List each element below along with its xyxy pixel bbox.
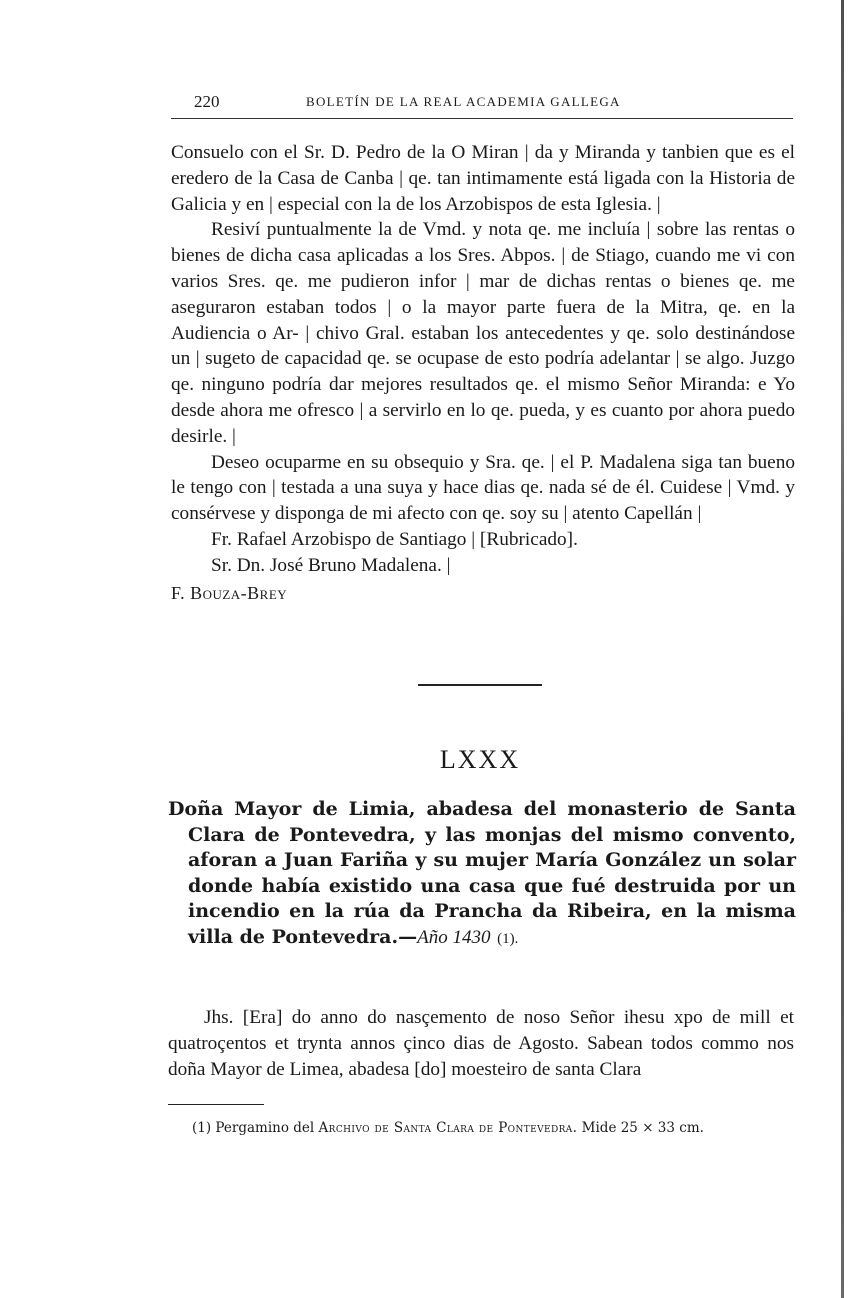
document-text bbox=[168, 1005, 794, 1083]
page-number: 220 bbox=[194, 92, 220, 111]
footnote-source: Archivo de Santa Clara de Pontevedra. bbox=[318, 1120, 578, 1136]
document-paragraph: Jhs. [Era] do anno do nasçemento de noso Señor ihesu xpo de mill et quatroçentos et trynta annos çinco dias de Agosto. Sabean todos commo nos doña Mayor de Limea, abadesa [do] moesteiro de santa Clara bbox=[168, 1007, 794, 1080]
section-separator bbox=[418, 684, 542, 686]
document-title bbox=[168, 797, 796, 952]
document-number: LXXX bbox=[439, 745, 521, 774]
footnote-mark: (1). bbox=[497, 930, 519, 947]
running-title: BOLETÍN DE LA REAL ACADEMIA GALLEGA bbox=[306, 94, 621, 109]
letter-signature: Fr. Rafael Arzobispo de Santiago | [Rubricado]. bbox=[211, 528, 578, 550]
letter-text bbox=[171, 140, 795, 606]
letter-paragraph-1: Consuelo con el Sr. D. Pedro de la O Miran | da y Miranda y tanbien que es el eredero de la Casa de Canba | qe. tan intimamente está ligada con la Historia de Galicia y en | especial con la de los Arzobispos de esta Iglesia. | bbox=[171, 142, 795, 215]
letter-paragraph-3: Deseo ocuparme en su obsequio y Sra. qe. | el P. Madalena siga tan bueno le tengo con | testada a una suya y hace dias qe. nada sé de él. Cuidese | Vmd. y consérvese y disponga de mi afecto con qe. soy su | atento Capellán | bbox=[171, 451, 795, 525]
header-rule bbox=[171, 118, 793, 119]
page-edge-shadow bbox=[841, 0, 844, 1298]
document-title-block bbox=[168, 797, 796, 952]
letter-addressee: Sr. Dn. José Bruno Madalena. | bbox=[211, 554, 451, 576]
document-title-text: Doña Mayor de Limia, abadesa del monasterio de Santa Clara de Pontevedra, y las monjas del mismo convento, aforan a Juan Fariña y su mujer María González un solar donde había existido una casa que fué destruida por un incendio en la rúa da Prancha da Ribeira, en la misma villa de Pontevedra.— bbox=[168, 798, 796, 948]
footnote-text-2: Mide 25 × 33 cm. bbox=[581, 1120, 704, 1136]
article-author: F. Bouza-Brey bbox=[171, 582, 288, 603]
footnote-rule bbox=[168, 1104, 264, 1105]
footnote bbox=[168, 1118, 794, 1138]
footnote-text-1: (1) Pergamino del bbox=[192, 1120, 315, 1136]
document-year: Año 1430 bbox=[417, 926, 491, 948]
letter-paragraph-2: Resiví puntualmente la de Vmd. y nota qe. me incluía | sobre las rentas o bienes de dicha casa aplicadas a los Sres. Abpos. | de Stiago, cuando me vi con varios Sres. qe. me pudieron infor | mar de dichas rentas o bienes qe. me aseguraron estaban todos | o la mayor parte fuera de la Mitra, qe. en la Audiencia o Ar- | chivo Gral. estaban los antecedentes y qe. solo destinándose un | sugeto de capacidad qe. se ocupase de esto podría adelantar | se algo. Juzgo qe. ninguno podría dar mejores resultados qe. el mismo Señor Miranda: e Yo desde ahora me ofresco | a servirlo en lo qe. pueda, y es cuanto por ahora puedo desirle. | bbox=[171, 219, 795, 447]
footnote-text bbox=[168, 1118, 794, 1138]
